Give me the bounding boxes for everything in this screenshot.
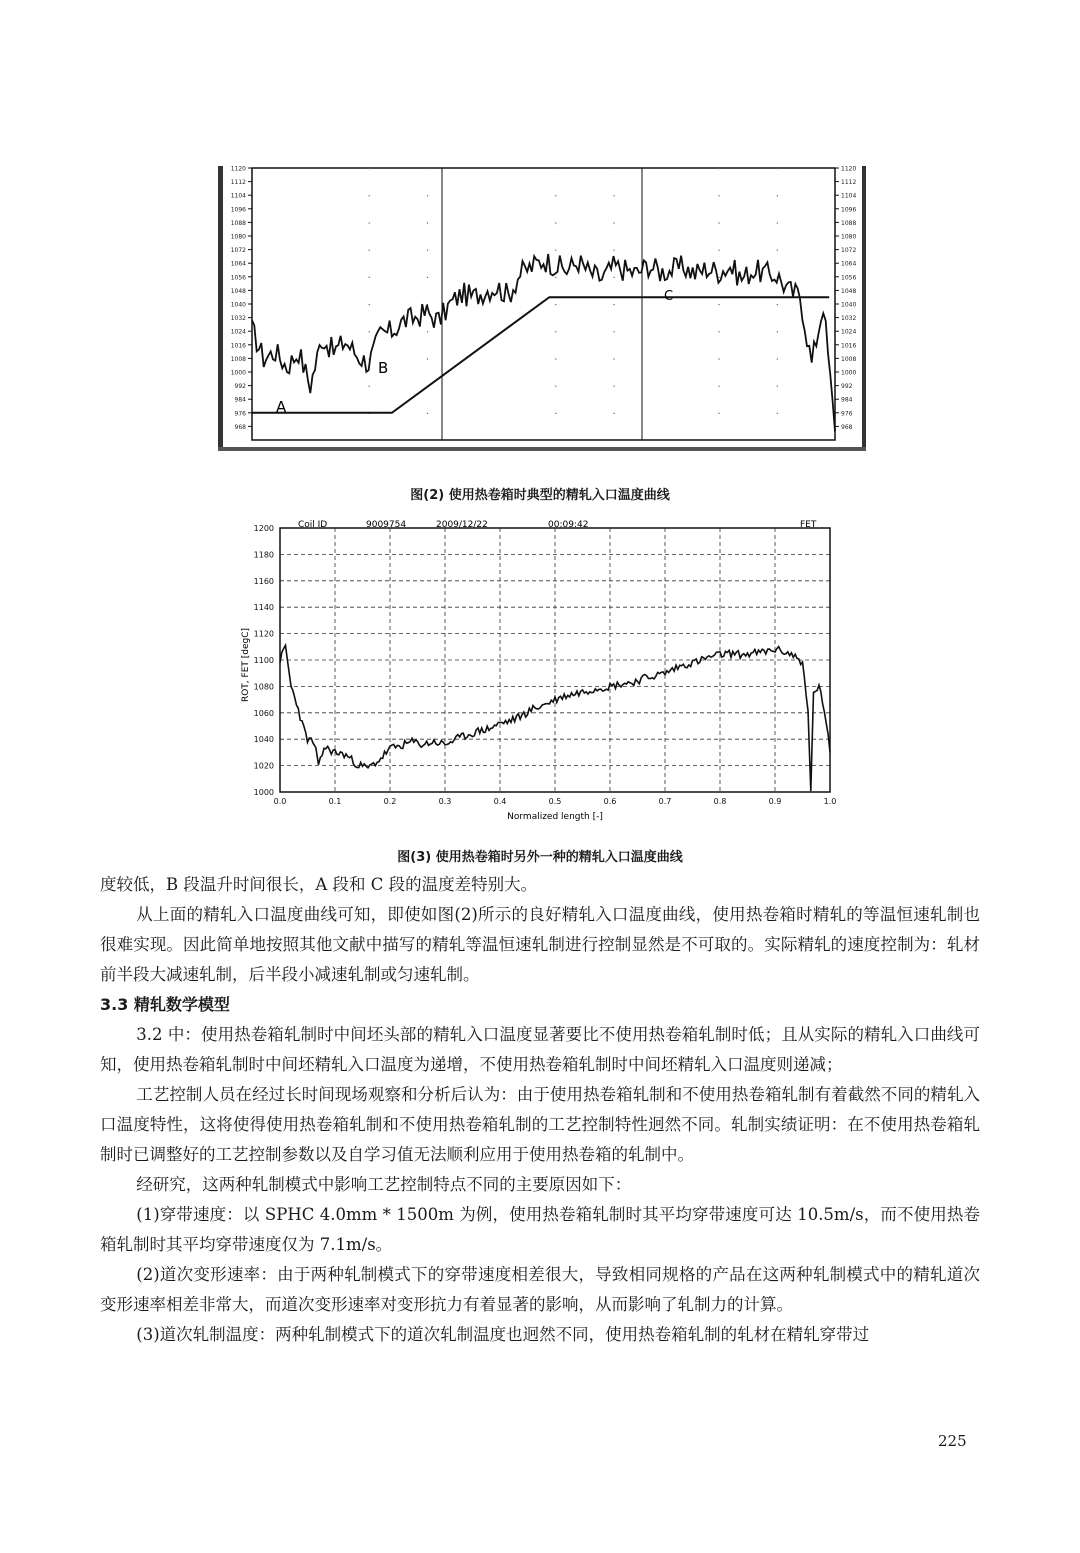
grid-dot	[369, 222, 370, 223]
y-tick-label-right: 976	[841, 410, 853, 418]
y-tick-label-right: 1072	[841, 247, 857, 255]
y-tick-label-right: 1120	[841, 165, 857, 173]
y-tick-label-right: 1008	[841, 355, 857, 363]
grid-dot	[427, 331, 428, 332]
label-a: A	[276, 398, 287, 416]
y-tick-label: 1100	[253, 656, 274, 665]
paragraph: (3)道次轧制温度：两种轧制模式下的道次轧制温度也迥然不同，使用热卷箱轧制的轧材在精轧穿带过	[136, 1325, 870, 1344]
y-tick-label-right: 1000	[841, 369, 857, 377]
y-tick-label-left: 992	[234, 383, 246, 391]
grid-dot	[777, 331, 778, 332]
figure-3-chart	[240, 515, 850, 825]
grid-dot	[777, 195, 778, 196]
x-tick-label: 0.1	[328, 797, 342, 806]
header-coil-label: Coil ID	[298, 520, 328, 530]
y-tick-label-right: 1040	[841, 301, 857, 309]
x-tick-label: 0.5	[548, 797, 562, 806]
y-tick-label-left: 1000	[230, 369, 246, 377]
grid-dot	[555, 277, 556, 278]
y-tick-label-left: 1040	[230, 301, 246, 309]
grid-dot	[555, 250, 556, 251]
grid-dot	[427, 222, 428, 223]
grid-dot	[613, 168, 614, 169]
y-tick-label: 1160	[253, 576, 274, 586]
x-tick-label: 0.8	[713, 797, 727, 806]
grid-dot	[555, 413, 556, 414]
y-tick-label-left: 1056	[230, 274, 246, 282]
grid-dot	[718, 250, 719, 251]
grid-dot	[718, 358, 719, 359]
grid-dot	[369, 277, 370, 278]
grid-dot	[555, 331, 556, 332]
x-tick-label: 0.0	[273, 797, 287, 806]
grid-dot	[427, 195, 428, 196]
y-tick-label-right: 1096	[841, 206, 857, 214]
x-tick-label: 0.2	[383, 797, 397, 806]
y-tick-label-left: 1072	[230, 247, 246, 255]
grid-dot	[613, 277, 614, 278]
paragraph: 度较低，B 段温升时间很长，A 段和 C 段的温度差特别大。	[100, 875, 538, 894]
grid-dot	[777, 168, 778, 169]
y-tick-label-left: 1096	[230, 206, 246, 214]
grid-dot	[718, 386, 719, 387]
page-number: 225	[938, 1432, 967, 1450]
header-time: 00:09:42	[548, 520, 589, 530]
y-tick-label-left: 1080	[230, 233, 246, 241]
body-text	[100, 870, 980, 1350]
y-tick-label-right: 1104	[841, 192, 857, 200]
y-tick-label: 1040	[253, 735, 274, 745]
y-tick-label: 1120	[253, 629, 274, 639]
y-tick-label-right: 1080	[841, 233, 857, 241]
header-coil-id: 9009754	[366, 520, 407, 530]
y-tick-label-right: 1112	[841, 179, 857, 187]
grid-dot	[427, 413, 428, 414]
x-tick-label: 0.3	[438, 797, 452, 806]
y-tick-label-right: 992	[841, 383, 853, 391]
grid-dot	[555, 358, 556, 359]
grid-dot	[613, 250, 614, 251]
grid-dot	[555, 304, 556, 305]
y-tick-label-right: 1024	[841, 328, 857, 336]
grid-dot	[777, 304, 778, 305]
paragraph: (1)穿带速度：以 SPHC 4.0mm * 1500m 为例，使用热卷箱轧制时其平均穿带速度可达 10.5m/s，而不使用热卷箱轧制时其平均穿带速度仅为 7.1m/s。	[100, 1205, 980, 1254]
grid-dot	[555, 195, 556, 196]
y-tick-label-left: 1016	[230, 342, 246, 350]
grid-dot	[718, 413, 719, 414]
y-tick-label-left: 976	[234, 410, 246, 418]
y-tick-label-left: 1008	[230, 355, 246, 363]
grid-dot	[369, 195, 370, 196]
grid-dot	[718, 195, 719, 196]
y-tick-label-left: 1032	[230, 315, 246, 323]
grid-dot	[427, 250, 428, 251]
header-signal: FET	[800, 520, 817, 530]
grid-dot	[555, 386, 556, 387]
grid-dot	[777, 222, 778, 223]
y-tick-label-left: 1064	[230, 260, 246, 268]
grid-dot	[613, 386, 614, 387]
y-tick-label-right: 1048	[841, 287, 857, 295]
y-tick-label-left: 1104	[230, 192, 246, 200]
y-tick-label: 1180	[253, 550, 274, 560]
figure-3-caption: 图(3) 使用热卷箱时另外一种的精轧入口温度曲线	[397, 850, 683, 865]
section-heading: 3.3 精轧数学模型	[100, 995, 230, 1014]
y-tick-label-left: 968	[234, 423, 246, 431]
y-tick-label-right: 1032	[841, 315, 857, 323]
grid-dot	[777, 386, 778, 387]
label-b: B	[378, 359, 389, 377]
grid-dot	[718, 277, 719, 278]
grid-dot	[369, 250, 370, 251]
paragraph: 工艺控制人员在经过长时间现场观察和分析后认为：由于使用热卷箱轧制和不使用热卷箱轧制有着截然不同的精轧入口温度特性，这将使得使用热卷箱轧制和不使用热卷箱轧制的工艺控制特性迥然不同。轧制实绩证明：在不使用热卷箱轧制时已调整好的工艺控制参数以及自学习值无法顺利应用于使用热卷箱的轧制中。	[100, 1085, 980, 1164]
y-tick-label-right: 1088	[841, 219, 857, 227]
x-axis-label: Normalized length [-]	[507, 812, 603, 822]
y-tick-label-left: 1048	[230, 287, 246, 295]
y-tick-label-right: 1056	[841, 274, 857, 282]
grid-dot	[427, 277, 428, 278]
grid-dot	[718, 304, 719, 305]
grid-dot	[613, 195, 614, 196]
grid-dot	[613, 222, 614, 223]
grid-dot	[718, 331, 719, 332]
grid-dot	[613, 304, 614, 305]
y-tick-label: 1060	[253, 708, 274, 718]
paragraph: 3.2 中：使用热卷箱轧制时中间坯头部的精轧入口温度显著要比不使用热卷箱轧制时低；且从实际的精轧入口曲线可知，使用热卷箱轧制时中间坯精轧入口温度为递增，不使用热卷箱轧制时中间坯精轧入口温度则递减；	[100, 1025, 980, 1074]
x-tick-label: 1.0	[823, 797, 837, 806]
grid-dot	[777, 413, 778, 414]
y-tick-label-right: 1064	[841, 260, 857, 268]
header-date: 2009/12/22	[436, 520, 488, 530]
grid-dot	[718, 168, 719, 169]
grid-dot	[555, 168, 556, 169]
figure-2-caption: 图(2) 使用热卷箱时典型的精轧入口温度曲线	[410, 488, 670, 503]
y-tick-label: 1200	[253, 524, 274, 533]
y-tick-label-right: 984	[841, 396, 853, 404]
y-tick-label-left: 1024	[230, 328, 246, 336]
grid-dot	[369, 331, 370, 332]
paragraph: 从上面的精轧入口温度曲线可知，即使如图(2)所示的良好精轧入口温度曲线，使用热卷箱时精轧的等温恒速轧制也很难实现。因此简单地按照其他文献中描写的精轧等温恒速轧制进行控制显然是不可取的。实际精轧的速度控制为：轧材前半段大减速轧制，后半段小减速轧制或匀速轧制。	[100, 905, 980, 984]
grid-dot	[777, 250, 778, 251]
y-tick-label: 1080	[253, 682, 274, 692]
x-tick-label: 0.7	[658, 797, 672, 806]
grid-dot	[427, 168, 428, 169]
grid-dot	[613, 358, 614, 359]
grid-dot	[369, 304, 370, 305]
y-axis-label: ROT, FET [degC]	[241, 627, 251, 703]
x-tick-label: 0.9	[768, 797, 782, 806]
grid-dot	[369, 386, 370, 387]
grid-dot	[555, 222, 556, 223]
paragraph: (2)道次变形速率：由于两种轧制模式下的穿带速度相差很大，导致相同规格的产品在这两种轧制模式中的精轧道次变形速率相差非常大，而道次变形速率对变形抗力有着显著的影响，从而影响了轧制力的计算。	[100, 1265, 980, 1314]
label-c: C	[664, 289, 674, 304]
y-tick-label: 1020	[253, 761, 274, 771]
y-tick-label-right: 1016	[841, 342, 857, 350]
x-tick-label: 0.6	[603, 797, 617, 806]
x-tick-label: 0.4	[493, 797, 507, 806]
y-tick-label-left: 1088	[230, 219, 246, 227]
grid-dot	[718, 222, 719, 223]
grid-dot	[613, 413, 614, 414]
y-tick-label-left: 984	[234, 396, 246, 404]
y-tick-label-right: 968	[841, 423, 853, 431]
y-tick-label-left: 1112	[230, 179, 246, 187]
y-tick-label: 1000	[253, 788, 274, 797]
paragraph: 经研究，这两种轧制模式中影响工艺控制特点不同的主要原因如下：	[136, 1175, 632, 1194]
y-tick-label-left: 1120	[230, 165, 246, 173]
grid-dot	[613, 331, 614, 332]
figure-2-chart	[212, 160, 872, 455]
grid-dot	[777, 358, 778, 359]
y-tick-label: 1140	[253, 603, 274, 613]
grid-dot	[369, 168, 370, 169]
grid-dot	[427, 358, 428, 359]
